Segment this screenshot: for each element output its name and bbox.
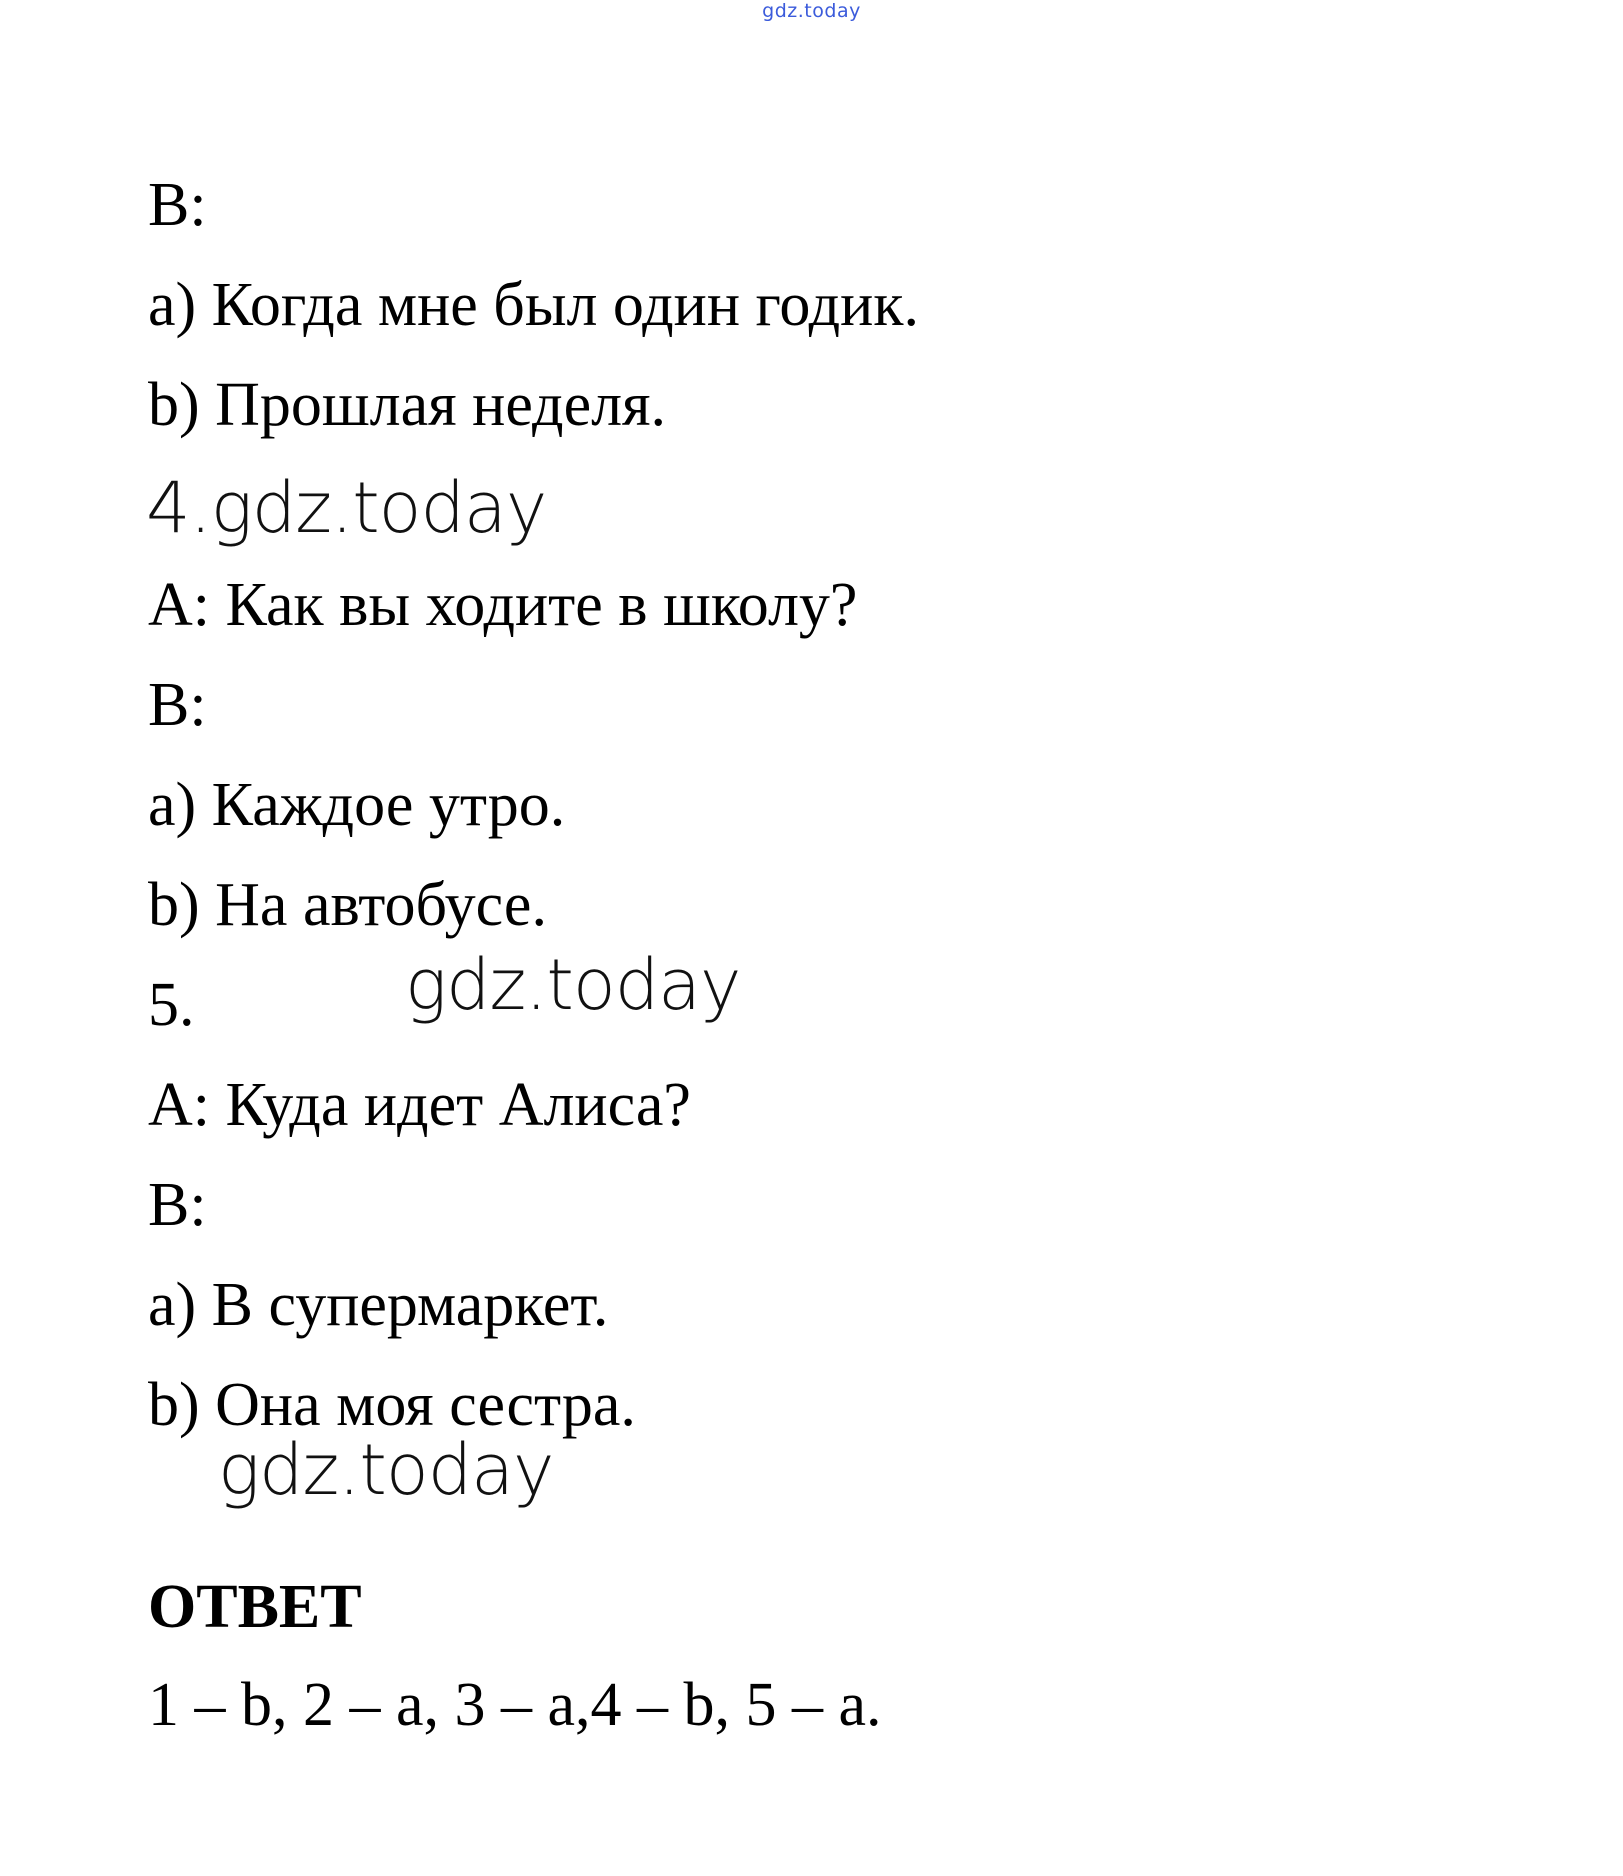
dialogue-option-5b: b) Она моя сестра. <box>148 1371 636 1439</box>
answer-text: 1 – b, 2 – a, 3 – a,4 – b, 5 – a. <box>148 1671 882 1739</box>
dialogue-question-5: A: Куда идет Алиса? <box>148 1071 691 1139</box>
dialogue-option-4b: b) На автобусе. <box>148 871 547 939</box>
question-number-5: 5. <box>148 971 195 1039</box>
dialogue-line-b-label-4: B: <box>148 671 207 739</box>
dialogue-question-4: A: Как вы ходите в школу? <box>148 571 858 639</box>
watermark-lower: gdz.today <box>218 1429 554 1511</box>
header-watermark: gdz.today <box>762 0 861 22</box>
question-number-4-watermark: 4.gdz.today <box>146 467 547 549</box>
dialogue-option-3a: a) Когда мне был один годик. <box>148 271 919 339</box>
answer-heading: ОТВЕТ <box>148 1573 362 1641</box>
dialogue-option-4a: a) Каждое утро. <box>148 771 566 839</box>
dialogue-option-5a: a) В супермаркет. <box>148 1271 609 1339</box>
dialogue-line-b-label-3: B: <box>148 171 207 239</box>
dialogue-line-b-label-5: B: <box>148 1171 207 1239</box>
dialogue-option-3b: b) Прошлая неделя. <box>148 371 667 439</box>
watermark-mid: gdz.today <box>405 944 741 1026</box>
